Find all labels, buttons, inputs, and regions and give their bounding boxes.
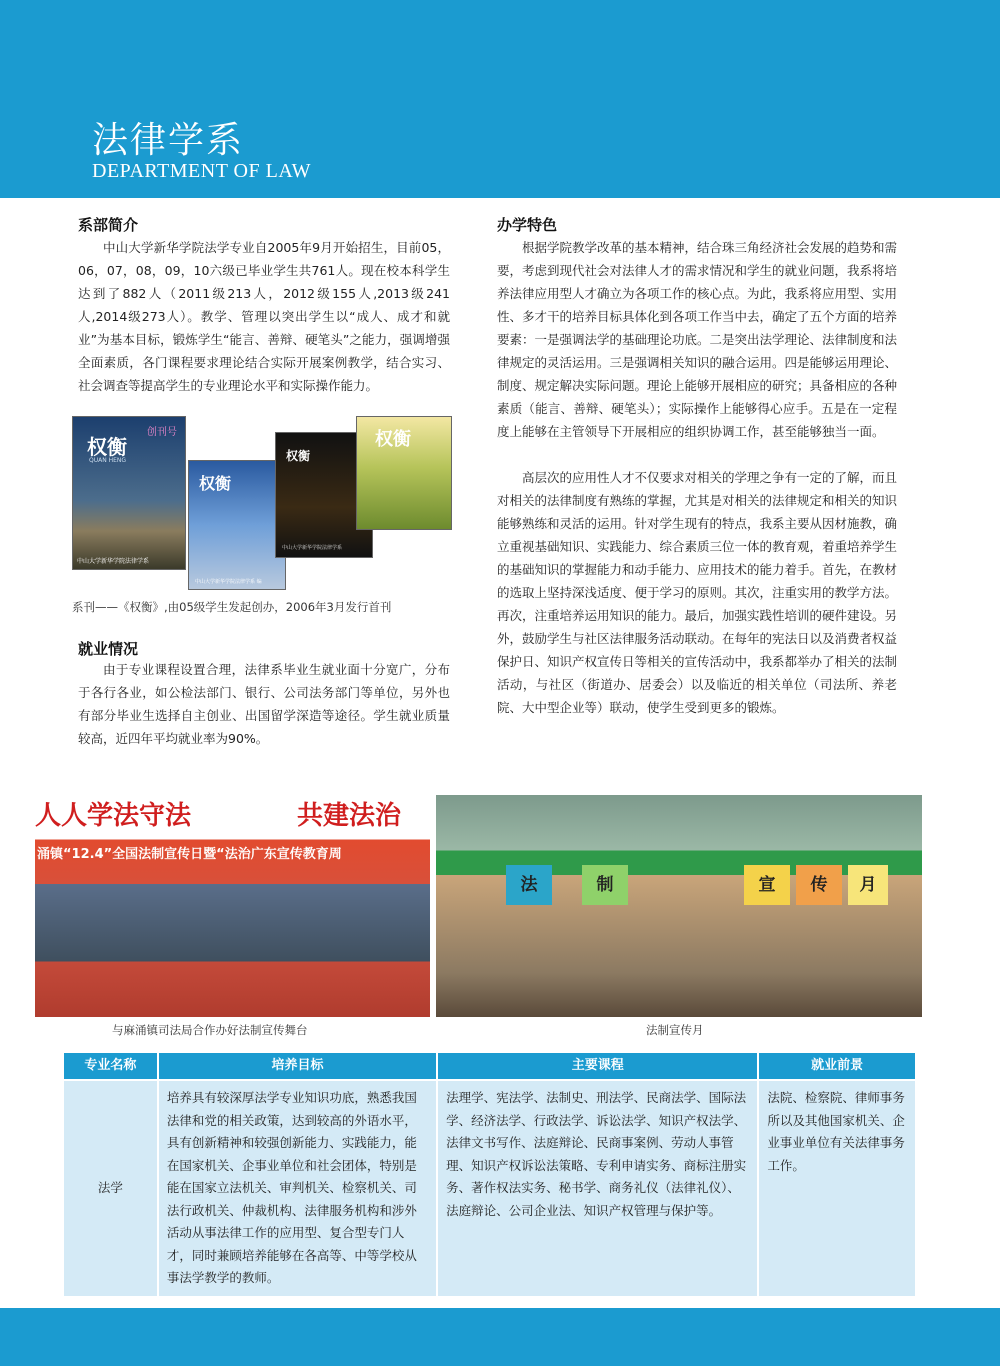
magazine-cover-2: 权衡 中山大学新华学院法律学系 编 xyxy=(188,460,286,590)
page-title: 法律学系 xyxy=(92,120,245,161)
photo-caption-right: 法制宣传月 xyxy=(646,1023,704,1037)
table-header-row xyxy=(63,1052,916,1080)
header-employment-prospects: 就业前景 xyxy=(758,1052,916,1080)
magazine-cover-4: 权衡 xyxy=(356,416,452,530)
page-subtitle: DEPARTMENT OF LAW xyxy=(92,160,312,182)
features-heading: 办学特色 xyxy=(497,216,558,234)
cell-main-courses: 法理学、宪法学、法制史、刑法学、民商法学、国际法学、经济法学、行政法学、诉讼法学、知识产权法学、法律文书写作、法庭辩论、民商事案例、劳动人事管理、知识产权诉讼法策略、专利申请实务、商标注册实务、著作权法实务、秘书学、商务礼仪（法律礼仪）、法庭辩论、公司企业法、知识产权管理与保护等。 xyxy=(437,1080,758,1297)
banner-text: 人人学法守法 xyxy=(35,801,192,831)
cell-employment-prospects: 法院、检察院、律师事务所以及其他国家机关、企业事业单位有关法律事务工作。 xyxy=(758,1080,916,1297)
intro-heading: 系部简介 xyxy=(78,216,139,234)
cell-major-name: 法学 xyxy=(63,1080,158,1297)
sign-4: 传 xyxy=(796,865,842,905)
photo-stage-event xyxy=(35,795,430,1017)
features-para-2: 高层次的应用性人才不仅要求对相关的学理之争有一定的了解，而且对相关的法律制度有熟练的掌握，尤其是对相关的法律规定和相关的知识能够熟练和灵活的运用。针对学生现有的特点，我系主要从因材施教，确立重视基础知识、实践能力、综合素质三位一体的教育观，着重培养学生的基础知识的掌握能力和动手能力、应用技术的能力着手。首先，在教材的选取上坚持深浅适度、便于学习的原则。其次，注重实用的教学方法。再次，注重培养运用知识的能力。最后，加强实践性培训的硬件建设。另外，鼓励学生与社区法律服务活动联动。在每年的宪法日以及消费者权益保护日、知识产权宣传日等相关的宣传活动中，我系都举办了相关的法制活动，与社区（街道办、居委会）以及临近的相关单位（司法所、养老院、大中型企业等）联动，使学生受到更多的锻炼。 xyxy=(497,470,898,715)
features-para-1: 根据学院教学改革的基本精神，结合珠三角经济社会发展的趋势和需要，考虑到现代社会对法律人才的需求情况和学生的就业问题，我系将培养法律应用型人才确立为各项工作的核心点。为此，我系将应用型、实用性、多才干的培养目标具体化到各项工作当中去，确定了五个方面的培养要素：一是强调法学的基础理论功底。二是突出法学理论、法律制度和法律规定的灵活运用。三是强调相关知识的融合运用。四是能够运用理论、制度、规定解决实际问题。理论上能够开展相应的研究；具备相应的各种素质（能言、善辩、硬笔头）；实际操作上能够得心应手。五是在一定程度上能够在主管领导下开展相应的组织协调工作，甚至能够独当一面。 xyxy=(497,240,898,439)
header-banner xyxy=(0,0,1000,198)
header-main-courses: 主要课程 xyxy=(437,1052,758,1080)
magazine-cover-1: 权衡 创刊号 QUAN HENG 中山大学新华学院法律学系 xyxy=(72,416,186,570)
header-major-name: 专业名称 xyxy=(63,1052,158,1080)
table-row xyxy=(63,1080,916,1297)
sign-3: 宣 xyxy=(744,865,790,905)
employment-text: 由于专业课程设置合理，法律系毕业生就业面十分宽广，分布于各行各业，如公检法部门、银行、公司法务部门等单位，另外也有部分毕业生选择自主创业、出国留学深造等途径。学生就业质量较高，近四年平均就业率为90%。 xyxy=(78,662,450,746)
cell-training-goal: 培养具有较深厚法学专业知识功底，熟悉我国法律和党的相关政策，达到较高的外语水平，具有创新精神和较强创新能力、实践能力，能在国家机关、企事业单位和社会团体，特别是能在国家立法机关、审判机关、检察机关、司法行政机关、仲裁机构、法律服务机构和涉外活动从事法律工作的应用型、复合型专门人才，同时兼顾培养能够在各高等、中等学校从事法学教学的教师。 xyxy=(158,1080,437,1297)
employment-heading: 就业情况 xyxy=(78,640,139,658)
sub-banner-text: 涌镇“12.4”全国法制宣传日暨“法治广东宣传教育周 xyxy=(37,847,342,862)
photo-caption-left: 与麻涌镇司法局合作办好法制宣传舞台 xyxy=(112,1023,308,1037)
magazine-cover-3: 权衡 中山大学新华学院法律学系 xyxy=(275,432,373,558)
banner-text-2: 共建法治 xyxy=(297,801,402,831)
header-training-goal: 培养目标 xyxy=(158,1052,437,1080)
program-table xyxy=(62,1051,917,1298)
campaign-signs xyxy=(506,865,888,905)
sign-5: 月 xyxy=(848,865,888,905)
footer-banner xyxy=(0,1308,1000,1366)
magazine-caption: 系刊——《权衡》,由05级学生发起创办，2006年3月发行首刊 xyxy=(72,600,392,614)
photo-campus-event xyxy=(436,795,922,1017)
intro-text: 中山大学新华学院法学专业自2005年9月开始招生，目前05，06，07，08，09，10六级已毕业学生共761人。现在校本科学生达到了882人（2011级213人，2012级155人,2013级241人,2014级273人）。教学、管理以突出学生以“成人、成才和就业”为基本目标，锻炼学生“能言、善辩、硬笔头”之能力，强调增强全面素质，各门课程要求理论结合实际开展案例教学，结合实习、社会调查等提高学生的专业理论水平和实际操作能力。 xyxy=(78,240,450,393)
sign-1: 法 xyxy=(506,865,552,905)
sign-2: 制 xyxy=(582,865,628,905)
